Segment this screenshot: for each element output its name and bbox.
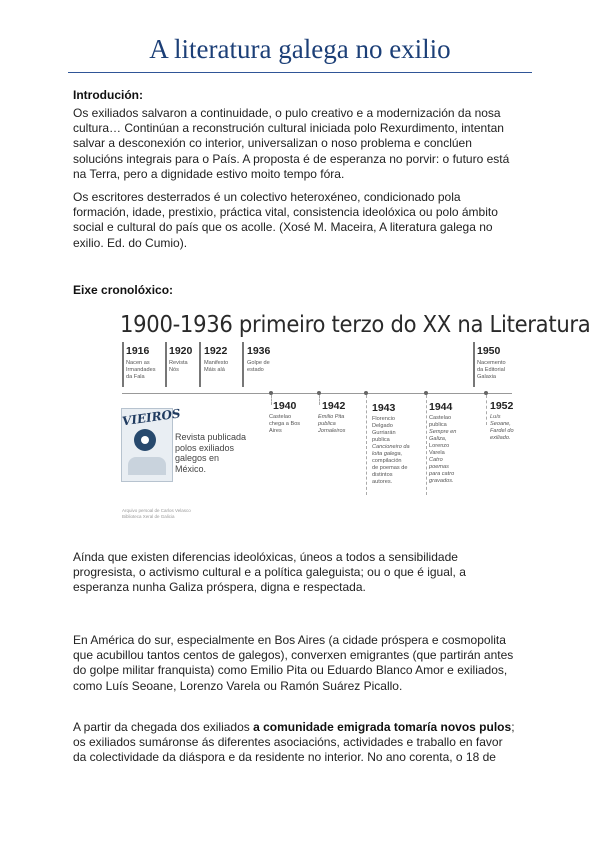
text-line: na Terra, pero a dignidade estivo moito tempo fóra. xyxy=(73,166,345,181)
text-line: Os exiliados salvaron a continuidade, o pulo creativo e a modernización da nosa xyxy=(73,106,501,120)
title-underline xyxy=(68,72,532,73)
text-line: cultura… Continúan a reconstrución cultural iniciada polo Rexurdimento, intentan xyxy=(73,121,504,136)
event-year: 1940 xyxy=(273,400,297,412)
text-line: que acubillou tantos centos de galegos), converxen emigrantes (que partirán antes xyxy=(73,648,514,663)
event-text: Florencio Delgado Gurriarán publica Cancioneiro da loita galega, compilación de poemas de distintos autores. xyxy=(372,416,410,485)
text-line: Os escritores desterrados é un colectivo heteroxéneo, condicionado pola xyxy=(73,190,461,204)
magazine-description: Revista publicada polos exiliados galegos en México. xyxy=(175,432,247,474)
text-line: do golpe militar franquista) como Emilio Pita ou Eduardo Blanco Amor e exiliados, xyxy=(73,663,508,678)
text-line: A partir da chegada dos exiliados a comunidade emigrada tomaría novos pulos; xyxy=(73,720,515,734)
sun-emblem-icon xyxy=(134,429,156,451)
event-text: Nacemento da Editorial Galaxia xyxy=(477,360,506,380)
text-line: salvar a desconexión co interior, universalizan o noso problema e conclúen xyxy=(73,136,472,151)
event-year: 1943 xyxy=(372,402,396,414)
event-year: 1922 xyxy=(204,345,228,357)
event-connector xyxy=(271,395,272,405)
event-text: Luís Seoane, Fardel do exiliado. xyxy=(490,414,514,441)
bold-phrase: a comunidade emigrada tomaría novos pulos xyxy=(253,720,512,734)
cover-illustration xyxy=(128,457,166,475)
event-year: 1950 xyxy=(477,345,501,357)
text-line: exilio. Ed. do Cumio). xyxy=(73,235,188,250)
text-line: da colectividade da diáspora e da residente no interior. No ano corenta, o 18 de xyxy=(73,750,496,765)
event-marker xyxy=(122,342,124,387)
event-text: Castelao publica Sempre en Galiza, Lorenzo Varela Catro poemas para catro gravados. xyxy=(429,415,457,484)
event-year: 1944 xyxy=(429,401,453,413)
text-line: formación, idade, prestixio, práctica vital, consistencia ideolóxica ou polo ámbito xyxy=(73,205,498,220)
event-connector xyxy=(319,395,320,405)
text-line: Aínda que existen diferencias ideolóxicas, úneos a todos a sensibilidade xyxy=(73,550,458,564)
text-line: social e cultural do país que os acolle. (Xosé M. Maceira, A literatura galega no xyxy=(73,220,493,235)
vieiros-magazine-cover xyxy=(121,406,182,482)
text-line: como Luís Seoane, Lorenzo Varela ou Ramón Suárez Picallo. xyxy=(73,678,403,693)
event-year: 1952 xyxy=(490,400,514,412)
event-text: Castelao chega a Bos Aires xyxy=(269,414,301,434)
event-year: 1920 xyxy=(169,345,193,357)
image-credit: Arquivo persoal de Carlos Velasco Biblioteca Xeral de Galicia xyxy=(122,508,191,519)
event-text: Emilio Pita publica Jornaleiros xyxy=(318,414,346,434)
event-marker xyxy=(242,342,244,387)
event-marker xyxy=(165,342,167,387)
event-marker xyxy=(199,342,201,387)
event-text: Manifesto Máis alá xyxy=(204,360,229,373)
body-paragraph-4 xyxy=(73,633,520,694)
event-connector xyxy=(426,395,427,495)
event-connector xyxy=(486,395,487,425)
page-title: A literatura galega no exilio xyxy=(149,34,451,64)
magazine-name: VIEIROS xyxy=(121,406,182,429)
event-text: Revista Nós xyxy=(169,360,188,373)
timeline-figure-title: 1900-1936 primeiro terzo do XX na Literatura xyxy=(120,310,591,338)
text-line: En América do sur, especialmente en Bos Aires (a cidade próspera e cosmopolita xyxy=(73,633,506,647)
body-paragraph-3 xyxy=(73,550,520,596)
text-line: solucións integrais para o País. A proposta é de esperanza no porvir: o futuro está xyxy=(73,151,510,166)
intro-heading: Introdución: xyxy=(73,88,143,102)
intro-paragraph-2 xyxy=(73,190,520,251)
intro-paragraph-1 xyxy=(73,106,520,182)
event-year: 1916 xyxy=(126,345,150,357)
text-line: os exiliados sumáronse ás diferentes asociacións, actividades e traballo en favor xyxy=(73,735,503,750)
event-year: 1936 xyxy=(247,345,271,357)
event-text: Nacen as Irmandades da Fala xyxy=(126,360,156,380)
timeline-heading: Eixe cronolóxico: xyxy=(73,283,174,297)
event-year: 1942 xyxy=(322,400,346,412)
timeline-figure xyxy=(118,300,591,530)
event-connector xyxy=(366,395,367,495)
body-paragraph-5 xyxy=(73,720,520,766)
event-text: Golpe de estado xyxy=(247,360,270,373)
text-line: esperanza nunha Galiza próspera, digna e respectada. xyxy=(73,580,366,595)
text-line: progresista, o activismo cultural e a política galeguista; ou o que é igual, a xyxy=(73,565,466,580)
event-marker xyxy=(473,342,475,387)
